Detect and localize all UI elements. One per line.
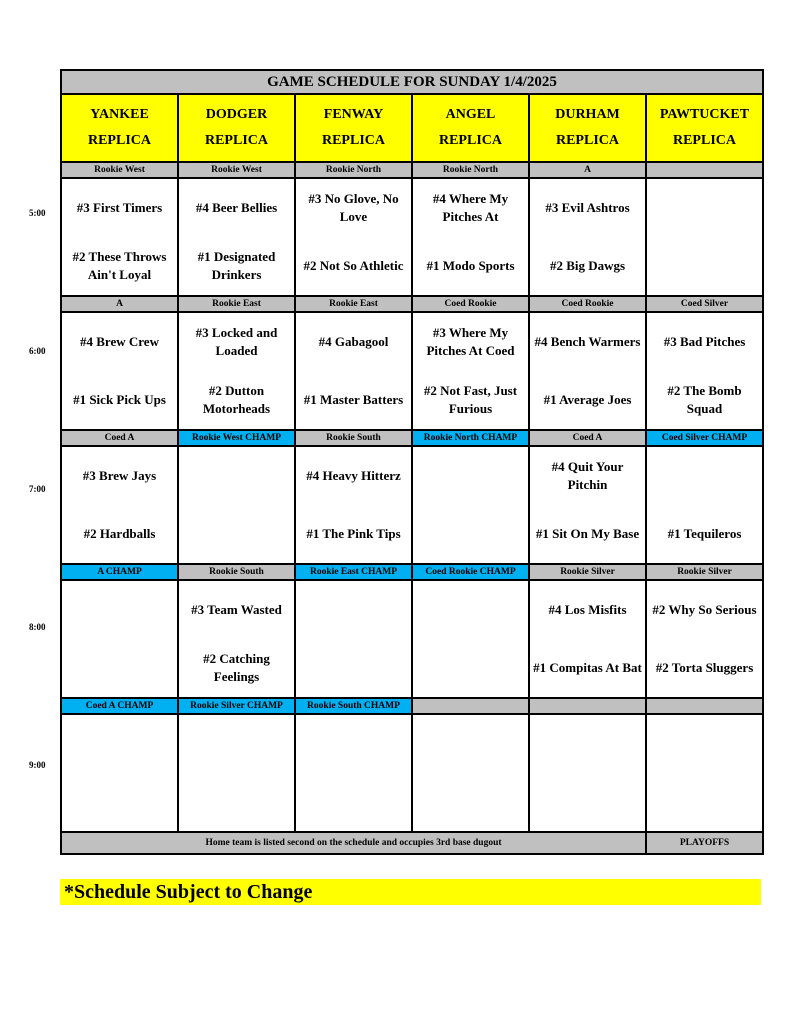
game-cell [295,580,412,698]
home-team: #2 Torta Sluggers [655,660,754,675]
time-label: 5:00 [29,208,46,218]
game-cell [529,580,646,698]
division-label: Coed Rookie [529,296,646,312]
division-label: Rookie Silver CHAMP [178,698,295,714]
division-label: Rookie Silver [529,564,646,580]
away-team [181,715,292,773]
division-label: Rookie North [295,162,412,178]
game-cell [178,312,295,430]
division-label: Rookie South [178,564,295,580]
game-cell [529,312,646,430]
away-team [415,715,526,773]
away-team [415,447,526,505]
division-label: Coed A CHAMP [61,698,178,714]
division-label [529,698,646,714]
home-team [181,505,292,563]
time-label: 9:00 [29,760,46,770]
playoffs-label: PLAYOFFS [646,832,763,854]
game-cell [178,446,295,564]
away-team [64,715,175,773]
home-team [64,639,175,697]
schedule-table [60,69,764,855]
home-team-note: Home team is listed second on the schedule and occupies 3rd base dugout [61,832,646,854]
home-team: #1 Master Batters [303,392,404,407]
away-team: #3 Bad Pitches [663,334,746,349]
division-label: Rookie East [178,296,295,312]
away-team: #3 Brew Jays [82,468,157,483]
away-team: #4 Brew Crew [80,334,159,349]
home-team [649,237,760,295]
game-cell [646,714,763,832]
home-team [532,773,643,831]
game-cell [529,178,646,296]
division-label: Rookie South CHAMP [295,698,412,714]
game-cell [178,580,295,698]
game-cell [529,446,646,564]
home-team [64,773,175,831]
game-cell [295,178,412,296]
away-team: #4 Where My Pitches At [432,191,509,224]
division-label: Rookie West CHAMP [178,430,295,446]
division-label [646,698,763,714]
division-label: Rookie Silver [646,564,763,580]
game-cell [412,178,529,296]
field-header-yankee: YANKEE REPLICA [61,94,178,162]
game-cell [61,580,178,698]
home-team: #2 Hardballs [83,526,156,541]
away-team [298,715,409,773]
game-cell [178,714,295,832]
division-label: A CHAMP [61,564,178,580]
home-team [415,639,526,697]
time-label: 8:00 [29,622,46,632]
home-team: #2 Not So Athletic [303,258,404,273]
game-cell [295,312,412,430]
away-team [649,447,760,505]
division-label: Coed Rookie CHAMP [412,564,529,580]
home-team: #2 Catching Feelings [203,651,270,684]
home-team [649,773,760,831]
division-label: Rookie North CHAMP [412,430,529,446]
away-team [64,581,175,639]
away-team [415,581,526,639]
home-team: #2 The Bomb Squad [667,383,742,416]
home-team: #1 The Pink Tips [306,526,401,541]
game-cell [178,178,295,296]
home-team [181,773,292,831]
away-team: #3 Where My Pitches At Coed [426,325,515,358]
division-label: Rookie West [178,162,295,178]
away-team: #4 Quit Your Pitchin [551,459,624,492]
division-label: Coed Silver CHAMP [646,430,763,446]
home-team: #2 Not Fast, Just Furious [423,383,518,416]
game-cell [61,714,178,832]
division-label: Rookie South [295,430,412,446]
field-header-durham: DURHAM REPLICA [529,94,646,162]
away-team: #4 Bench Warmers [534,334,641,349]
away-team: #3 Team Wasted [191,602,282,617]
game-cell [61,178,178,296]
away-team: #3 Locked and Loaded [195,325,278,358]
game-cell [646,178,763,296]
home-team [415,505,526,563]
game-cell [646,580,763,698]
field-header-fenway: FENWAY REPLICA [295,94,412,162]
game-cell [646,446,763,564]
time-label: 6:00 [29,346,46,356]
away-team [649,715,760,773]
home-team: #1 Modo Sports [426,258,515,273]
division-label: Rookie North [412,162,529,178]
away-team [181,447,292,505]
division-label: Coed Rookie [412,296,529,312]
game-cell [412,312,529,430]
field-header-dodger: DODGER REPLICA [178,94,295,162]
division-label [646,162,763,178]
away-team [298,581,409,639]
away-team: #3 No Glove, No Love [308,191,399,224]
home-team: #2 Dutton Motorheads [202,383,271,416]
home-team: #1 Average Joes [543,392,632,407]
game-cell [295,446,412,564]
away-team [649,179,760,237]
division-label: Rookie East [295,296,412,312]
away-team [532,715,643,773]
division-label: A [529,162,646,178]
game-cell [412,714,529,832]
home-team: #1 Sit On My Base [535,526,640,541]
game-cell [295,714,412,832]
away-team: #4 Los Misfits [548,602,627,617]
field-header-pawtucket: PAWTUCKET REPLICA [646,94,763,162]
away-team: #4 Heavy Hitterz [306,468,401,483]
home-team: #1 Compitas At Bat [533,660,642,675]
away-team: #3 First Timers [76,200,163,215]
division-label [412,698,529,714]
away-team: #4 Beer Bellies [195,200,278,215]
schedule-title: GAME SCHEDULE FOR SUNDAY 1/4/2025 [61,70,763,94]
home-team [415,773,526,831]
home-team: #1 Sick Pick Ups [73,392,166,407]
game-cell [646,312,763,430]
home-team: #2 Big Dawgs [549,258,626,273]
division-label: Rookie East CHAMP [295,564,412,580]
home-team: #1 Designated Drinkers [197,249,276,282]
schedule-disclaimer: *Schedule Subject to Change [60,879,761,905]
game-cell [61,312,178,430]
away-team: #4 Gabagool [318,334,389,349]
home-team: #2 These Throws Ain't Loyal [72,249,167,282]
time-label: 7:00 [29,484,46,494]
division-label: A [61,296,178,312]
game-cell [412,446,529,564]
game-cell [61,446,178,564]
away-team: #3 Evil Ashtros [545,200,630,215]
division-label: Coed Silver [646,296,763,312]
division-label: Rookie West [61,162,178,178]
division-label: Coed A [529,430,646,446]
game-cell [412,580,529,698]
field-header-angel: ANGEL REPLICA [412,94,529,162]
home-team [298,639,409,697]
division-label: Coed A [61,430,178,446]
away-team: #2 Why So Serious [652,602,757,617]
game-cell [529,714,646,832]
home-team: #1 Tequileros [667,526,742,541]
home-team [298,773,409,831]
